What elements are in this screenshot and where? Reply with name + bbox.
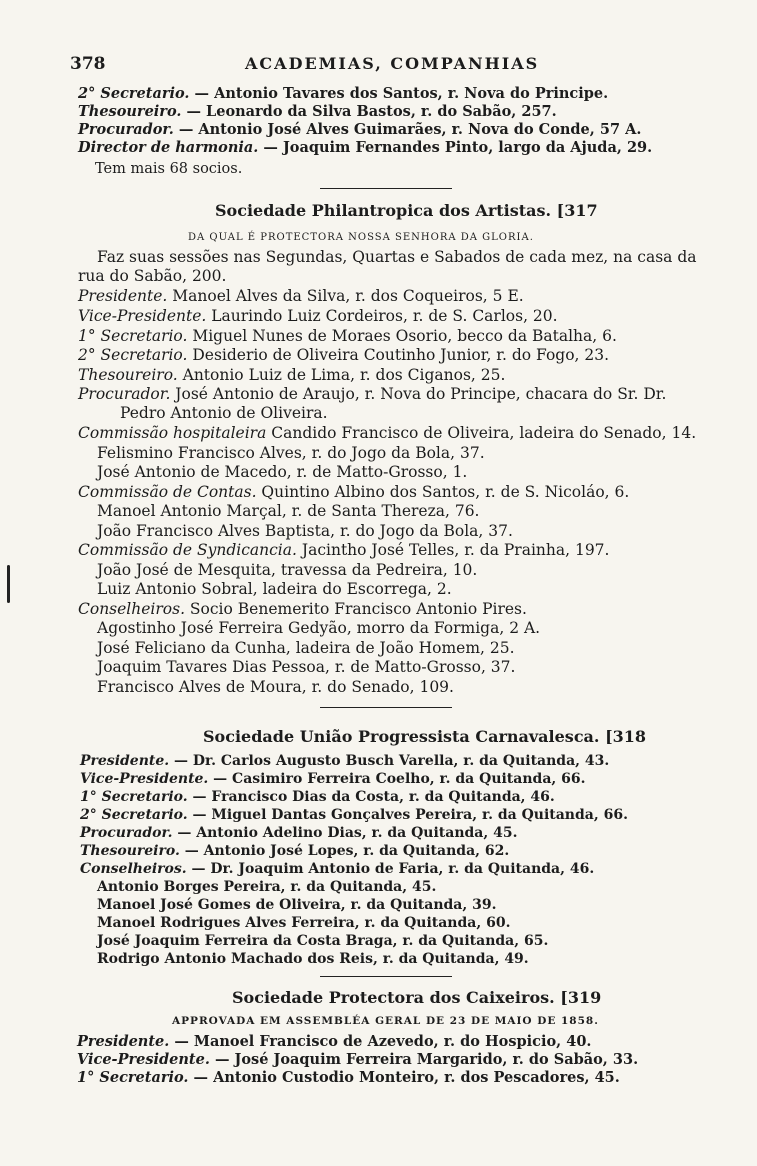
entry-line: 2° Secretario. Desiderio de Oliveira Coutinho Junior, r. do Fogo, 23.: [78, 346, 610, 364]
entry-line: 2° Secretario. — Antonio Tavares dos Santos, r. Nova do Principe.: [78, 85, 609, 102]
entry-line: José Antonio de Macedo, r. de Matto-Grosso, 1.: [97, 463, 468, 481]
entry-line: Vice-Presidente. — José Joaquim Ferreira Margarido, r. do Sabão, 33.: [77, 1051, 639, 1068]
entry-line: Commissão de Contas. Quintino Albino dos Santos, r. de S. Nicoláo, 6.: [78, 483, 630, 501]
entry-line: Antonio Borges Pereira, r. da Quitanda, 45.: [97, 879, 437, 895]
entry-line: 1° Secretario. — Antonio Custodio Monteiro, r. dos Pescadores, 45.: [77, 1069, 620, 1086]
entry-line: Presidente. Manoel Alves da Silva, r. dos Coqueiros, 5 E.: [78, 287, 524, 305]
entry-line: 2° Secretario. — Miguel Dantas Gonçalves Pereira, r. da Quitanda, 66.: [80, 807, 628, 823]
entry-line: Thesoureiro. — Antonio José Lopes, r. da Quitanda, 62.: [80, 843, 510, 859]
entry-line: rua do Sabão, 200.: [78, 267, 227, 285]
section-number: [317: [556, 201, 598, 220]
section-divider: [320, 707, 452, 708]
section-title: Sociedade União Progressista Carnavalesca. [318: [203, 727, 647, 746]
entry-line: Manoel Rodrigues Alves Ferreira, r. da Quitanda, 60.: [97, 915, 511, 931]
entry-line: Pedro Antonio de Oliveira.: [120, 404, 328, 422]
section-subtitle: APPROVADA EM ASSEMBLÉA GERAL DE 23 DE MAIO DE 1858.: [172, 1015, 599, 1027]
section-number: [319: [560, 988, 602, 1007]
entry-line: Presidente. — Dr. Carlos Augusto Busch Varella, r. da Quitanda, 43.: [80, 753, 610, 769]
entry-line: José Feliciano da Cunha, ladeira de João Homem, 25.: [97, 639, 515, 657]
entry-line: Procurador. — Antonio José Alves Guimarães, r. Nova do Conde, 57 A.: [78, 121, 642, 138]
entry-line: Francisco Alves de Moura, r. do Senado, 109.: [97, 678, 454, 696]
entry-line: Rodrigo Antonio Machado dos Reis, r. da Quitanda, 49.: [97, 951, 529, 967]
entry-line: Tem mais 68 socios.: [95, 161, 243, 177]
margin-mark: [7, 565, 10, 603]
entry-line: João José de Mesquita, travessa da Pedreira, 10.: [97, 561, 478, 579]
section-title: Sociedade Protectora dos Caixeiros. [319: [232, 988, 602, 1007]
entry-line: Presidente. — Manoel Francisco de Azevedo, r. do Hospicio, 40.: [77, 1033, 592, 1050]
entry-line: Felismino Francisco Alves, r. do Jogo da Bola, 37.: [97, 444, 485, 462]
section-divider: [320, 976, 452, 977]
entry-line: Manoel José Gomes de Oliveira, r. da Quitanda, 39.: [97, 897, 497, 913]
entry-line: Thesoureiro. — Leonardo da Silva Bastos, r. do Sabão, 257.: [78, 103, 557, 120]
entry-line: Commissão hospitaleira Candido Francisco de Oliveira, ladeira do Senado, 14.: [78, 424, 697, 442]
entry-line: Joaquim Tavares Dias Pessoa, r. de Matto-Grosso, 37.: [97, 658, 516, 676]
entry-line: Commissão de Syndicancia. Jacintho José Telles, r. da Prainha, 197.: [78, 541, 610, 559]
section-title: Sociedade Philantropica dos Artistas. [317: [215, 201, 598, 220]
entry-line: 1° Secretario. — Francisco Dias da Costa, r. da Quitanda, 46.: [80, 789, 555, 805]
entry-line: João Francisco Alves Baptista, r. do Jogo da Bola, 37.: [97, 522, 513, 540]
entry-line: Conselheiros. — Dr. Joaquim Antonio de Faria, r. da Quitanda, 46.: [80, 861, 595, 877]
entry-line: Thesoureiro. Antonio Luiz de Lima, r. dos Ciganos, 25.: [78, 366, 506, 384]
entry-line: Director de harmonia. — Joaquim Fernandes Pinto, largo da Ajuda, 29.: [78, 139, 653, 156]
entry-line: Manoel Antonio Marçal, r. de Santa Thereza, 76.: [97, 502, 480, 520]
page-number: 378: [70, 54, 106, 74]
entry-line: Conselheiros. Socio Benemerito Francisco Antonio Pires.: [78, 600, 527, 618]
entry-line: Luiz Antonio Sobral, ladeira do Escorrega, 2.: [97, 580, 452, 598]
section-divider: [320, 188, 452, 189]
entry-line: 1° Secretario. Miguel Nunes de Moraes Osorio, becco da Batalha, 6.: [78, 327, 617, 345]
entry-line: Vice-Presidente. Laurindo Luiz Cordeiros, r. de S. Carlos, 20.: [78, 307, 558, 325]
entry-line: Agostinho José Ferreira Gedyão, morro da Formiga, 2 A.: [97, 619, 541, 637]
entry-line: José Joaquim Ferreira da Costa Braga, r. da Quitanda, 65.: [97, 933, 549, 949]
running-header: [70, 54, 630, 76]
running-title: ACADEMIAS, COMPANHIAS: [245, 54, 540, 73]
section-subtitle: DA QUAL É PROTECTORA NOSSA SENHORA DA GLORIA.: [188, 232, 534, 243]
entry-line: Procurador. José Antonio de Araujo, r. Nova do Principe, chacara do Sr. Dr.: [78, 385, 667, 403]
section-number: [318: [605, 727, 647, 746]
entry-line: Procurador. — Antonio Adelino Dias, r. da Quitanda, 45.: [80, 825, 518, 841]
entry-line: Faz suas sessões nas Segundas, Quartas e Sabados de cada mez, na casa da: [97, 248, 697, 266]
entry-line: Vice-Presidente. — Casimiro Ferreira Coelho, r. da Quitanda, 66.: [80, 771, 586, 787]
